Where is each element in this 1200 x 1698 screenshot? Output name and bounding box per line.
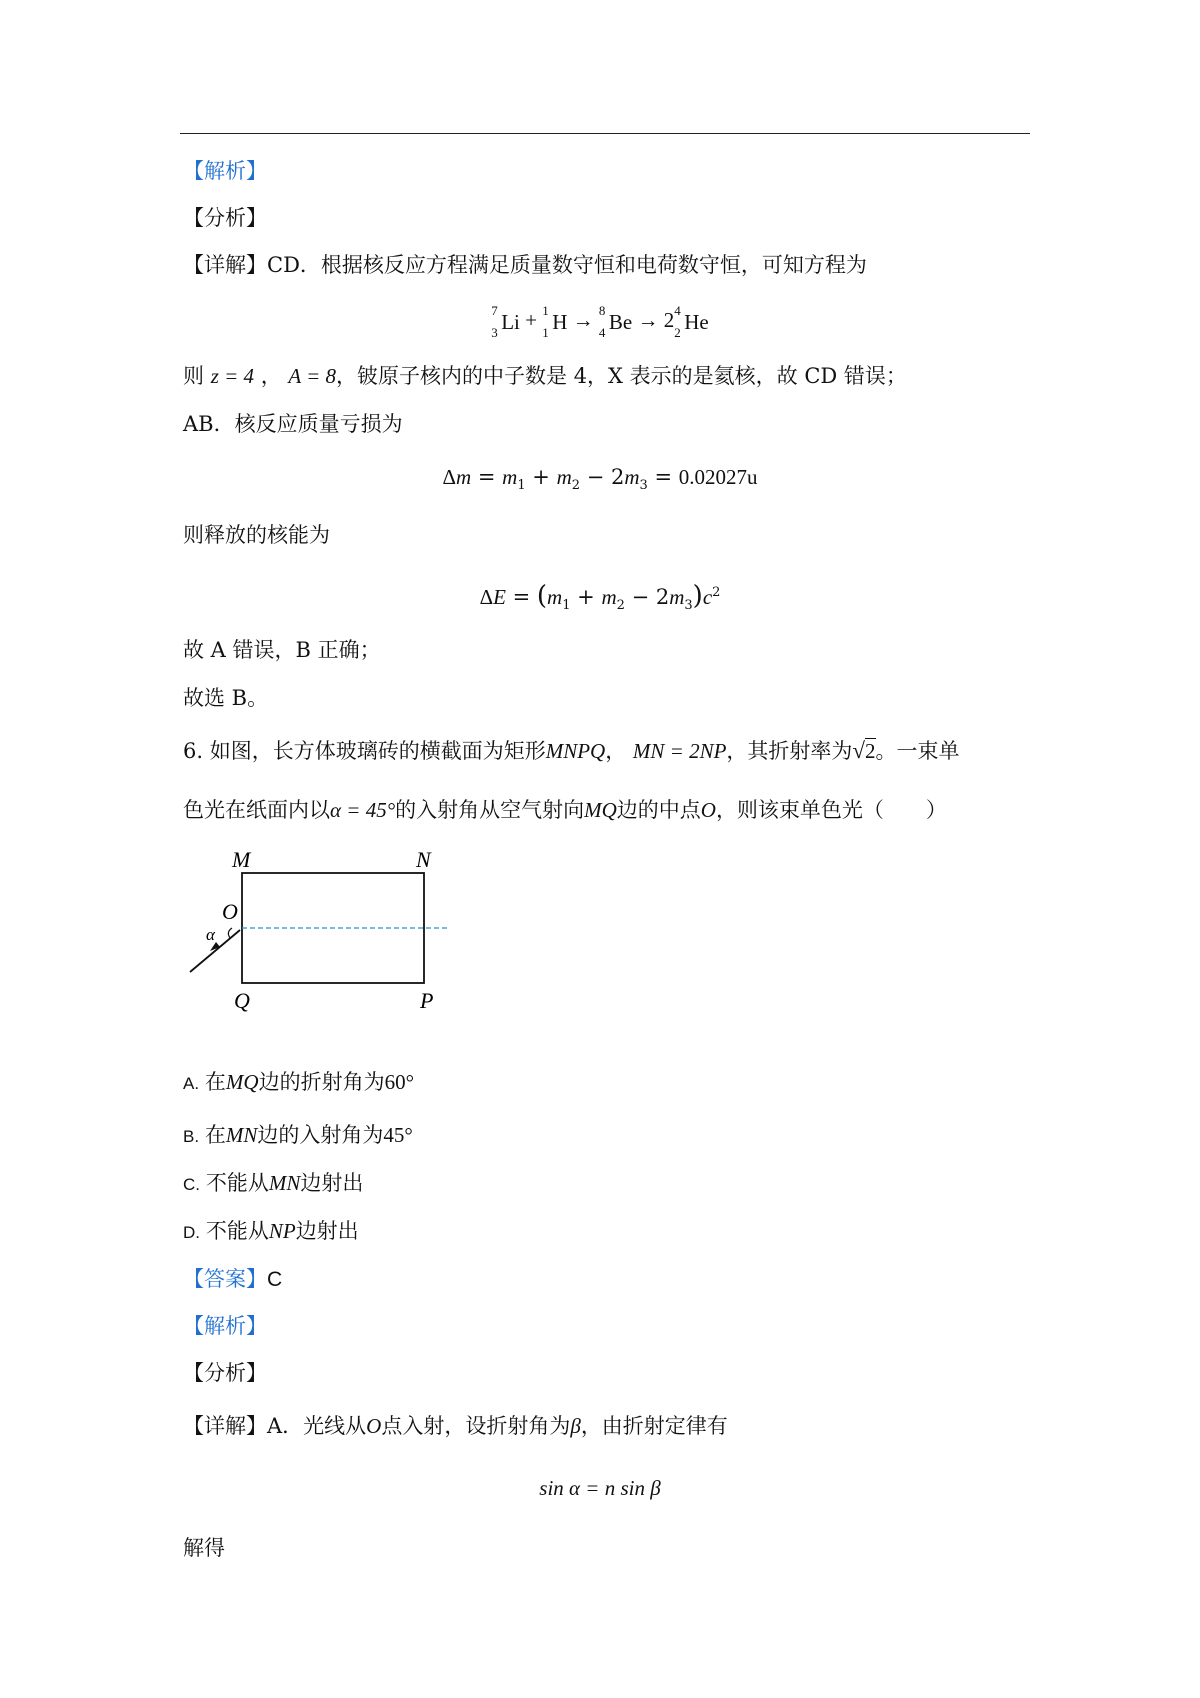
nuclear-reaction-equation: 7 3 Li + 1 1 H → 8 4 Be → 2 4 2 He — [491, 303, 709, 341]
q6-analysis-divider: 【分析】 — [183, 1361, 267, 1385]
q6-solve: 解得 — [183, 1536, 225, 1560]
analysis-tag: 【解析】 — [183, 159, 267, 183]
h-nucleus: 1 1 H — [542, 303, 568, 341]
q5-energy-intro: 则释放的核能为 — [183, 523, 330, 547]
energy-equation: $\Delta E = (m_1 + m_2 - 2m_3)c^2$ — [479, 581, 721, 614]
incident-ray — [190, 930, 240, 972]
snell-law-equation: sin α = n sin β — [539, 1476, 661, 1500]
li-nucleus: 7 3 Li — [491, 303, 520, 341]
q6-analysis-tag: 【解析】 — [183, 1314, 267, 1338]
label-q: Q — [234, 988, 250, 1013]
option-d[interactable]: D. 不能从NP边射出 — [183, 1219, 359, 1243]
q6-stem-line-2: 色光在纸面内以α = 45°的入射角从空气射向MQ边的中点O，则该束单色光（ ） — [183, 798, 947, 822]
q6-detail-line: 【详解】A．光线从O点入射，设折射角为β，由折射定律有 — [183, 1414, 728, 1438]
label-o: O — [222, 899, 238, 924]
glass-brick-figure — [180, 840, 480, 1013]
q5-conclusion: 故 A 错误，B 正确； — [183, 638, 381, 662]
q5-detail-intro: 【详解】CD．根据核反应方程满足质量数守恒和电荷数守恒，可知方程为 — [183, 253, 867, 277]
label-alpha: α — [206, 925, 215, 944]
label-n: N — [416, 847, 431, 872]
option-b[interactable]: B. 在MN边的入射角为45° — [183, 1123, 413, 1147]
he-nucleus: 4 2 He — [674, 303, 709, 341]
answer-line: 【答案】C — [183, 1267, 283, 1291]
label-m: M — [232, 847, 251, 872]
q5-ab-intro: AB．核反应质量亏损为 — [183, 412, 403, 436]
mass-defect-equation: $\Delta m = m_1 + m_2 - 2m_3 = 0.02027u$ — [442, 465, 758, 494]
analysis-divider: 【分析】 — [183, 206, 267, 230]
option-a[interactable]: A. 在MQ边的折射角为60° — [183, 1070, 414, 1094]
top-rule — [180, 133, 1030, 134]
label-p: P — [420, 988, 434, 1013]
be-nucleus: 8 4 Be — [598, 303, 633, 341]
q6-stem-line-1: 6. 如图，长方体玻璃砖的横截面为矩形MNPQ， MN = 2NP，其折射率为√2。一束单 — [183, 738, 960, 763]
option-c[interactable]: C. 不能从MN边射出 — [183, 1171, 364, 1195]
q5-z-line: 则 z = 4 ， A = 8，铍原子核内的中子数是 4，X 表示的是氦核，故 CD 错误； — [183, 364, 907, 388]
q5-choice: 故选 B。 — [183, 686, 269, 710]
